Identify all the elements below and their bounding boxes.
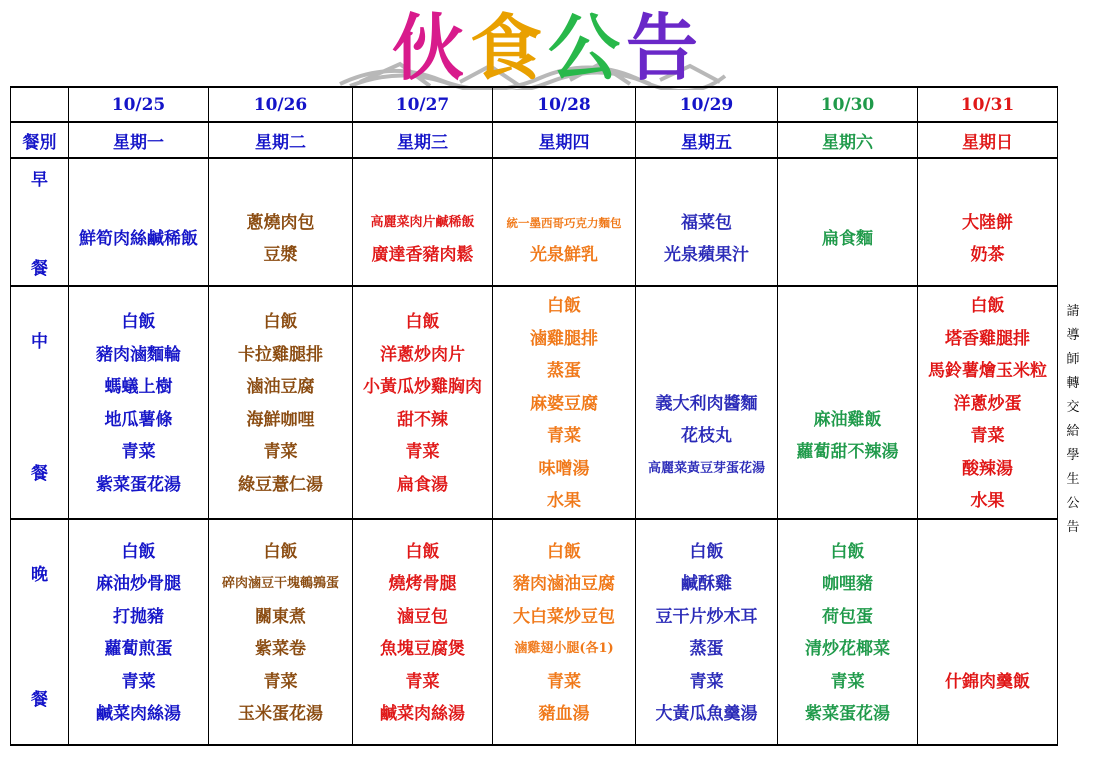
menu-item-list (69, 303, 208, 501)
menu-item-list (353, 533, 492, 731)
side-note-char: 學 (1066, 448, 1080, 463)
menu-item: 水果 (547, 491, 581, 511)
menu-item: 白飯 (405, 312, 440, 333)
breakfast-row (11, 158, 1058, 286)
menu-item: 咖哩豬 (822, 574, 873, 594)
menu-item: 荷包蛋 (822, 606, 873, 627)
menu-item: 大陸餅 (962, 213, 1013, 233)
breakfast-cell (69, 158, 209, 286)
dinner-cell (69, 519, 209, 745)
menu-item: 魚塊豆腐煲 (380, 639, 465, 659)
menu-item: 麻油雞飯 (813, 409, 882, 430)
date-row (11, 87, 1058, 122)
menu-item-list (69, 189, 208, 255)
weekday-row (11, 122, 1058, 158)
menu-item: 豬血湯 (538, 704, 590, 724)
menu-item: 蒸蛋 (547, 361, 581, 381)
breakfast-cell (209, 158, 353, 286)
weekday-cell: 星期四 (493, 122, 636, 158)
meal-label-top: 中 (31, 332, 48, 352)
menu-item: 青菜 (263, 671, 298, 692)
dinner-cell (353, 519, 493, 745)
menu-item: 滷豆包 (397, 606, 448, 627)
weekday-cell: 星期五 (636, 122, 778, 158)
menu-item: 高麗菜肉片鹹稀飯 (370, 215, 475, 230)
menu-item: 白飯 (263, 541, 298, 562)
menu-item-list (209, 303, 352, 501)
menu-item: 白飯 (121, 312, 156, 333)
menu-item-list (493, 173, 635, 271)
menu-item: 青菜 (121, 442, 156, 463)
lunch-cell (918, 286, 1058, 519)
dinner-cell (636, 519, 778, 745)
menu-item: 奶茶 (970, 245, 1005, 265)
date-cell: 10/28 (493, 87, 636, 122)
menu-item-list (918, 287, 1057, 518)
menu-item-list (778, 336, 917, 469)
menu-item-list (778, 533, 917, 731)
menu-item: 螞蟻上樹 (104, 377, 173, 398)
dinner-cell (778, 519, 918, 745)
menu-item: 白飯 (547, 296, 581, 316)
menu-item: 扁食麵 (822, 229, 873, 249)
menu-item: 洋蔥炒蛋 (953, 393, 1022, 414)
menu-item: 大白菜炒豆包 (513, 606, 615, 627)
menu-item: 燒烤骨腿 (388, 574, 457, 594)
side-note-char: 請 (1066, 304, 1080, 319)
menu-item: 蒸蛋 (689, 639, 724, 659)
menu-item: 扁食湯 (397, 474, 448, 495)
menu-item: 福菜包 (681, 213, 732, 233)
breakfast-label (11, 158, 69, 286)
weekday-cell: 星期六 (778, 122, 918, 158)
side-note-char: 生 (1066, 472, 1080, 487)
weekday-cell: 星期一 (69, 122, 209, 158)
menu-item: 青菜 (830, 671, 865, 692)
menu-item: 紫菜蛋花湯 (805, 704, 890, 724)
menu-item: 青菜 (970, 426, 1005, 446)
menu-item: 綠豆薏仁湯 (238, 474, 323, 495)
date-cell: 10/29 (636, 87, 778, 122)
title-area (330, 2, 730, 94)
menu-item-list (918, 565, 1057, 698)
menu-item: 紫菜蛋花湯 (96, 474, 181, 495)
meal-schedule-table (10, 86, 1058, 746)
date-cell: 10/27 (353, 87, 493, 122)
menu-item: 塔香雞腿排 (945, 328, 1030, 349)
meal-label-top: 晚 (31, 564, 48, 585)
lunch-cell (69, 286, 209, 519)
menu-item-list (918, 173, 1057, 271)
date-cell: 10/26 (209, 87, 353, 122)
menu-item-list (493, 533, 635, 731)
menu-item: 酸辣湯 (962, 458, 1013, 479)
lunch-cell (493, 286, 636, 519)
side-note-char: 導 (1066, 328, 1080, 343)
meal-label-bottom: 餐 (31, 259, 48, 279)
menu-item: 水果 (970, 491, 1005, 511)
menu-item: 花枝丸 (681, 426, 732, 446)
side-note-char: 交 (1066, 400, 1080, 415)
menu-item: 豬肉滷油豆腐 (513, 574, 615, 594)
meal-column-header: 餐別 (11, 122, 69, 158)
menu-item: 滷油豆腐 (246, 377, 315, 398)
page-title (392, 2, 698, 94)
menu-item: 統一墨西哥巧克力麵包 (506, 216, 622, 230)
date-cell: 10/31 (918, 87, 1058, 122)
menu-item-list (353, 303, 492, 501)
menu-item: 鮮筍肉絲鹹稀飯 (79, 229, 198, 249)
menu-item: 光泉鮮乳 (530, 245, 598, 265)
breakfast-cell (636, 158, 778, 286)
menu-item: 鹹酥雞 (681, 574, 732, 594)
menu-item: 青菜 (121, 671, 156, 692)
weekday-cell: 星期日 (918, 122, 1058, 158)
menu-item: 麻婆豆腐 (530, 393, 598, 414)
menu-item: 什錦肉羹飯 (945, 671, 1030, 692)
lunch-cell (636, 286, 778, 519)
menu-item-list (353, 173, 492, 271)
menu-item: 紫菜卷 (255, 639, 306, 659)
menu-item: 廣達香豬肉鬆 (371, 245, 474, 265)
menu-item: 白飯 (830, 541, 865, 562)
lunch-cell (353, 286, 493, 519)
menu-item: 清炒花椰菜 (805, 639, 890, 659)
meal-label-bottom: 餐 (31, 689, 48, 710)
breakfast-cell (493, 158, 636, 286)
title-char-4: 告 (626, 6, 699, 90)
menu-item: 豬肉滷麵輪 (96, 344, 181, 365)
menu-item: 地瓜薯條 (104, 409, 173, 430)
side-note-char: 給 (1066, 424, 1080, 439)
menu-item: 高麗菜黃豆芽蛋花湯 (647, 460, 765, 476)
menu-item: 滷雞翅小腿(各1) (514, 641, 614, 656)
title-char-2: 食 (470, 6, 543, 90)
breakfast-cell (353, 158, 493, 286)
title-char-1: 伙 (392, 6, 465, 90)
menu-item: 白飯 (405, 541, 440, 562)
menu-item: 青菜 (547, 426, 581, 446)
menu-item: 小黃瓜炒雞胸肉 (363, 377, 482, 398)
meal-label-top: 早 (31, 170, 48, 190)
menu-item: 白飯 (263, 312, 298, 333)
side-note-char: 師 (1066, 352, 1080, 367)
menu-item-list (636, 173, 777, 271)
menu-item-list (209, 173, 352, 271)
menu-item: 青菜 (547, 671, 581, 692)
header-corner (11, 87, 69, 122)
title-char-3: 公 (548, 6, 621, 90)
menu-item: 白飯 (689, 541, 724, 562)
menu-item: 海鮮咖哩 (246, 409, 315, 430)
menu-item: 光泉蘋果汁 (664, 245, 749, 265)
menu-item: 洋蔥炒肉片 (380, 344, 465, 365)
menu-item: 青菜 (405, 671, 440, 692)
side-note-char: 公 (1066, 496, 1080, 511)
menu-item: 白飯 (547, 541, 581, 562)
breakfast-cell (918, 158, 1058, 286)
menu-item: 蔥燒肉包 (246, 213, 315, 233)
dinner-cell (209, 519, 353, 745)
menu-item: 蘿蔔甜不辣湯 (796, 442, 899, 463)
dinner-cell (918, 519, 1058, 745)
menu-item: 豆漿 (263, 245, 298, 265)
side-note (1064, 300, 1082, 540)
dinner-label (11, 519, 69, 745)
menu-item: 青菜 (263, 442, 298, 463)
menu-item-list (493, 287, 635, 518)
lunch-cell (209, 286, 353, 519)
menu-item: 白飯 (121, 541, 156, 562)
date-cell: 10/25 (69, 87, 209, 122)
side-note-char: 轉 (1066, 376, 1080, 391)
menu-item: 關東煮 (255, 606, 306, 627)
menu-item: 卡拉雞腿排 (238, 344, 323, 365)
menu-item: 青菜 (405, 442, 440, 463)
weekday-cell: 星期二 (209, 122, 353, 158)
menu-item: 滷雞腿排 (530, 328, 598, 349)
breakfast-cell (778, 158, 918, 286)
menu-item: 打拋豬 (113, 606, 164, 627)
lunch-label (11, 286, 69, 519)
menu-item: 味噌湯 (538, 458, 590, 479)
menu-item: 大黃瓜魚羹湯 (655, 704, 758, 724)
menu-item: 青菜 (689, 671, 724, 692)
menu-item: 鹹菜肉絲湯 (380, 704, 465, 724)
menu-item: 蘿蔔煎蛋 (104, 639, 173, 659)
dinner-row (11, 519, 1058, 745)
menu-item: 玉米蛋花湯 (238, 704, 323, 724)
weekday-cell: 星期三 (353, 122, 493, 158)
menu-item: 白飯 (970, 296, 1005, 316)
dinner-cell (493, 519, 636, 745)
menu-item-list (69, 533, 208, 731)
menu-item: 馬鈴薯燴玉米粒 (928, 361, 1047, 381)
menu-item-list (636, 533, 777, 731)
menu-item: 義大利肉醬麵 (655, 393, 758, 414)
menu-item: 豆干片炒木耳 (655, 606, 758, 627)
date-cell: 10/30 (778, 87, 918, 122)
lunch-row (11, 286, 1058, 519)
menu-item: 麻油炒骨腿 (96, 574, 181, 594)
menu-item: 甜不辣 (397, 409, 448, 430)
menu-item-list (778, 189, 917, 255)
menu-item: 碎肉滷豆干塊鵪鶉蛋 (221, 576, 339, 591)
side-note-char: 告 (1066, 520, 1080, 535)
menu-item-list (209, 533, 352, 731)
menu-item-list (636, 320, 777, 486)
lunch-cell (778, 286, 918, 519)
meal-label-bottom: 餐 (31, 463, 48, 484)
menu-item: 鹹菜肉絲湯 (96, 704, 181, 724)
